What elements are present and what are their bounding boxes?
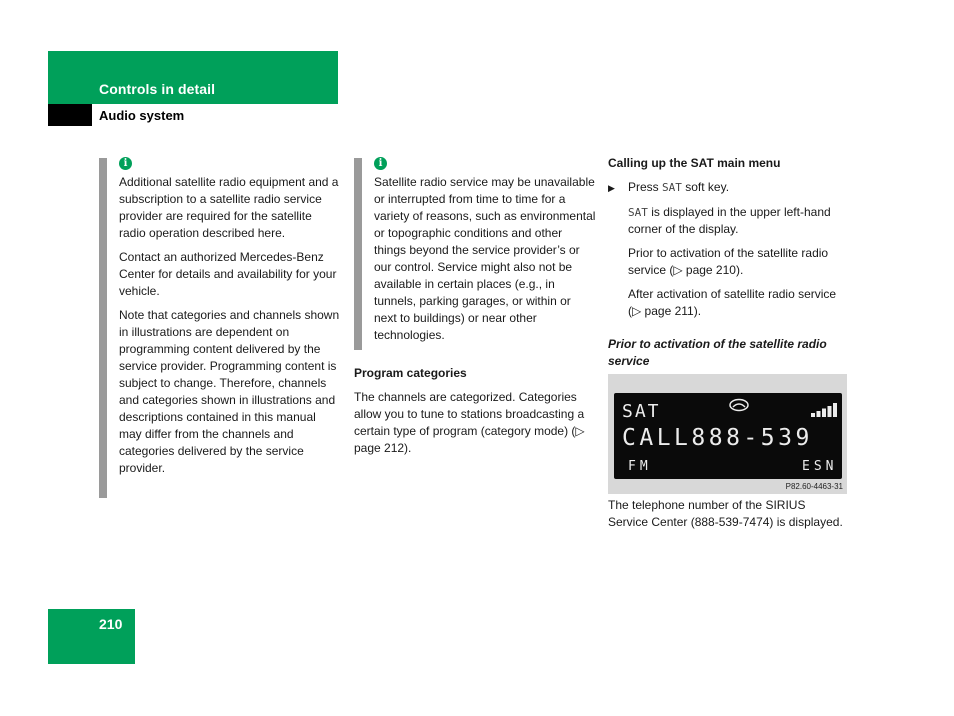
prior-activation-text: Prior to activation of the satellite radio service (▷ page 210). xyxy=(628,246,829,277)
figure-caption xyxy=(608,497,848,538)
caption-text: The telephone number of the SIRIUS Service Center (888-539-7474) is displayed. xyxy=(608,498,843,529)
note-paragraph: Additional satellite radio equipment and a subscription to a satellite radio service provider are required for the satellite radio operation described here. xyxy=(119,175,339,240)
display-band-label: FM xyxy=(628,459,652,474)
page-number: 210 xyxy=(99,616,123,632)
figure-reference: P82.60-4463-31 xyxy=(785,482,843,491)
result-description: is displayed in the upper left-hand corner of the display. xyxy=(628,205,831,236)
note-paragraph: Note that categories and channels shown in illustrations are dependent on programming content delivered by the service provider. Programming content is subject to change. Therefore, channels and categories shown in illustrations and descriptions contained in this manual may differ from the channels and categories delivered by the service provider. xyxy=(119,308,340,475)
section-title: Controls in detail xyxy=(99,81,216,97)
step-text: soft key. xyxy=(685,180,730,194)
subsection-marker xyxy=(48,104,92,126)
section-heading: Calling up the SAT main menu xyxy=(608,156,781,170)
telephone-icon xyxy=(728,398,750,417)
section-header-bar xyxy=(48,51,338,104)
note-bar-left xyxy=(99,158,107,498)
instruction-step xyxy=(608,179,852,197)
lcd-screen xyxy=(614,393,842,479)
info-note-equipment xyxy=(119,157,341,484)
after-activation-text: After activation of satellite radio service (▷ page 211). xyxy=(628,287,837,318)
section-heading: Program categories xyxy=(354,366,467,380)
sat-menu-section xyxy=(608,155,852,377)
result-text xyxy=(608,204,852,238)
display-esn-label: ESN xyxy=(802,459,838,474)
signal-strength-icon xyxy=(810,401,838,422)
figure-heading: Prior to activation of the satellite radio service xyxy=(608,337,827,368)
step-text: Press xyxy=(628,180,659,194)
radio-display-figure xyxy=(608,374,847,494)
note-bar-middle xyxy=(354,158,362,350)
display-key-label: SAT xyxy=(628,206,648,219)
page-number-box xyxy=(48,609,135,664)
display-main-line: CALL888-539 xyxy=(622,425,813,451)
bullet-arrow-icon: ▶ xyxy=(608,183,615,193)
note-paragraph: Contact an authorized Mercedes-Benz Center for details and availability for your vehicle. xyxy=(119,250,337,298)
subsection-title: Audio system xyxy=(99,108,185,123)
note-paragraph: Satellite radio service may be unavailable or interrupted from time to time for a variety of reasons, such as environmental or topographic conditions and other things beyond the service provider’s or our control. Service might also not be available in certain places (e.g., in tunnels, parking garages, or within or next to buildings) or near other technologies. xyxy=(374,175,596,342)
info-note-availability xyxy=(374,157,596,351)
info-icon: i xyxy=(119,157,132,170)
body-paragraph: The channels are categorized. Categories allow you to tune to stations broadcasting a certain type of program (category mode) (▷ page 212). xyxy=(354,390,585,455)
soft-key-label: SAT xyxy=(662,181,682,194)
program-categories-section xyxy=(354,365,596,464)
display-mode-label: SAT xyxy=(622,401,661,422)
info-icon: i xyxy=(374,157,387,170)
